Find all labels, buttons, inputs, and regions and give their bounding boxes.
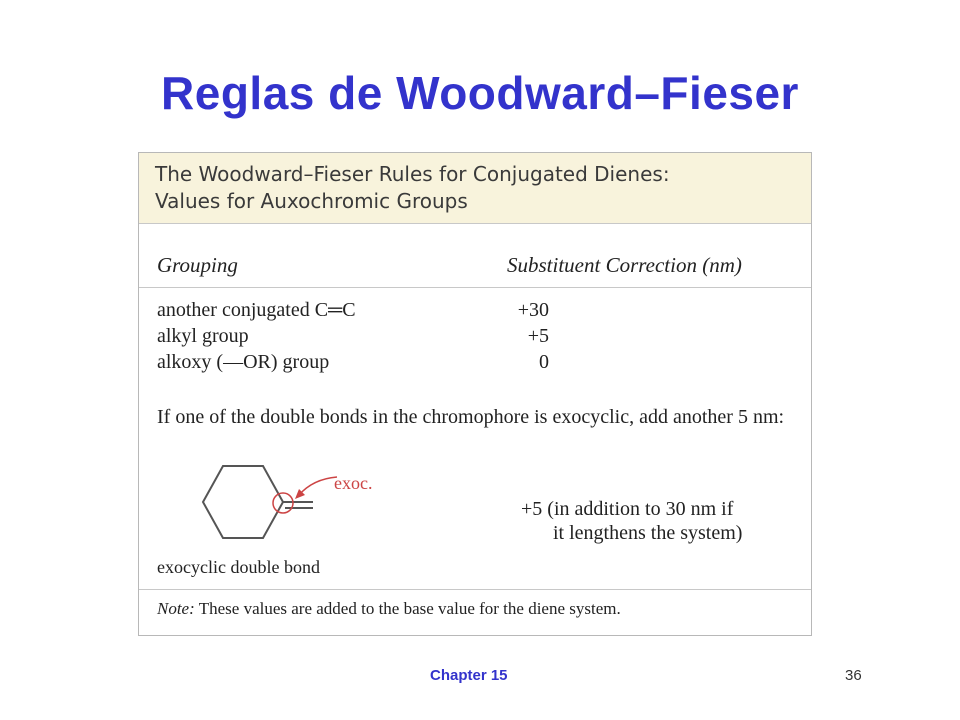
header-divider bbox=[139, 287, 811, 288]
exocyclic-value-line1: +5 (in addition to 30 nm if bbox=[521, 498, 734, 520]
row-value-alkyl: +5 bbox=[527, 325, 549, 347]
note-divider bbox=[139, 589, 811, 590]
page-number: 36 bbox=[845, 667, 862, 684]
note-label: Note: bbox=[157, 599, 195, 618]
row-group-alkoxy: alkoxy (—OR) group bbox=[157, 351, 330, 373]
exocyclic-value bbox=[521, 497, 742, 545]
note-text: These values are added to the base value for the diene system. bbox=[198, 599, 621, 618]
table-note bbox=[157, 599, 621, 619]
row-group-conjugated: another conjugated C═C bbox=[157, 299, 356, 321]
column-header-correction: Substituent Correction (nm) bbox=[507, 253, 742, 277]
row-value-alkoxy: 0 bbox=[539, 351, 549, 373]
table-title bbox=[155, 161, 670, 215]
table-figure bbox=[138, 152, 812, 636]
footer-chapter: Chapter 15 bbox=[430, 667, 508, 684]
row-value-conjugated: +30 bbox=[517, 299, 549, 321]
column-header-grouping: Grouping bbox=[157, 253, 238, 277]
exoc-label: exoc. bbox=[334, 473, 373, 493]
exocyclic-rule-text: If one of the double bonds in the chromophore is exocyclic, add another 5 nm: bbox=[157, 406, 785, 428]
table-title-line2: Values for Auxochromic Groups bbox=[155, 189, 468, 213]
slide-title: Reglas de Woodward–Fieser bbox=[161, 67, 799, 119]
row-group-alkyl: alkyl group bbox=[157, 325, 249, 347]
exocyclic-caption: exocyclic double bond bbox=[157, 557, 320, 577]
table-title-line1: The Woodward–Fieser Rules for Conjugated Dienes: bbox=[155, 162, 670, 186]
exocyclic-value-line2: it lengthens the system) bbox=[553, 522, 743, 544]
exoc-arrow-icon bbox=[293, 471, 339, 501]
table-header bbox=[139, 153, 811, 224]
